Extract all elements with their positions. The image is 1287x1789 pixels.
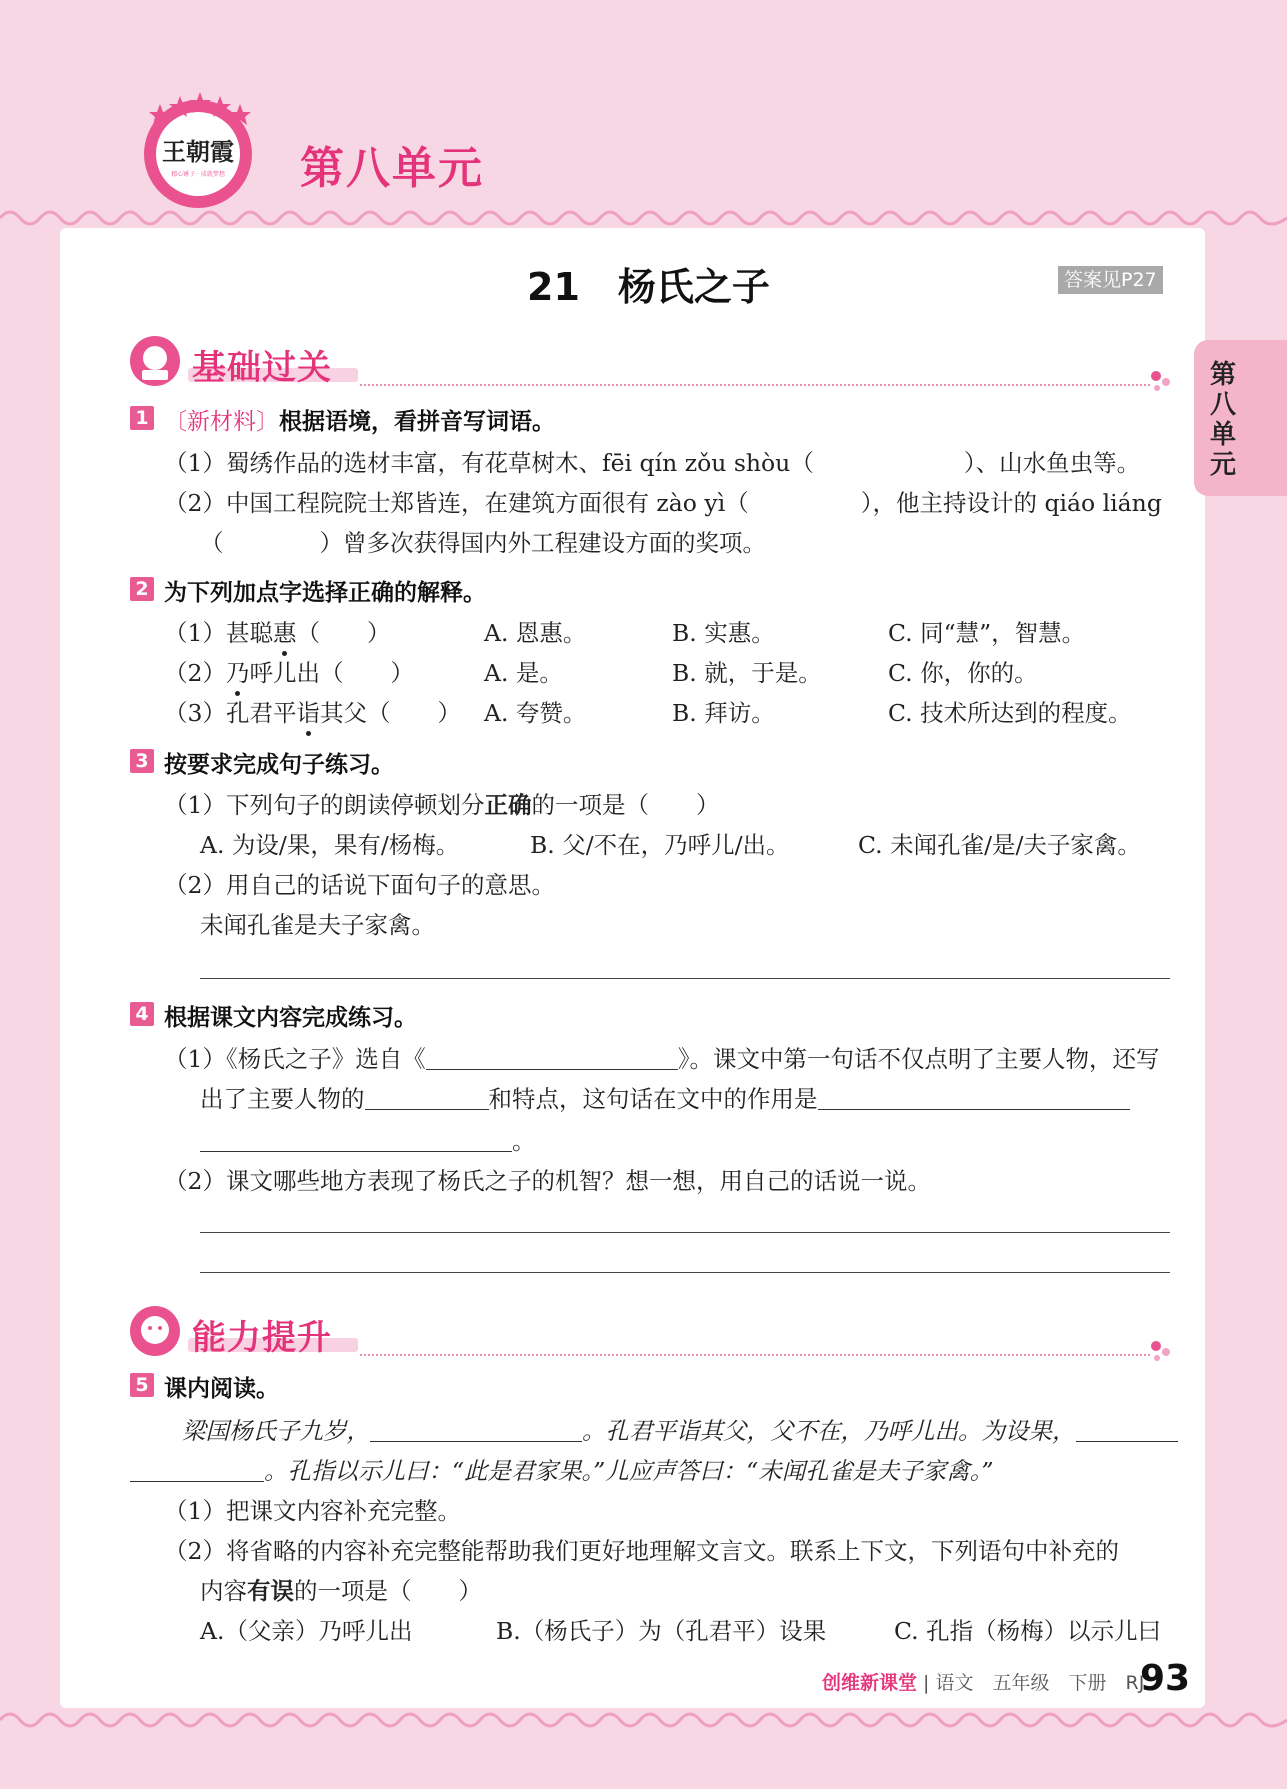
svg-text:精心锤子 · 成就梦想: 精心锤子 · 成就梦想: [171, 171, 225, 178]
q3-sub-2: （2）用自己的话说下面句子的意思。: [164, 871, 555, 899]
blank-line[interactable]: [426, 1047, 678, 1071]
q1-line-1: （1）蜀绣作品的选材丰富，有花草树木、fēi qín zǒu shòu（ ）、山水鱼虫等。: [164, 449, 1141, 477]
blank-line[interactable]: [818, 1087, 1130, 1111]
q2-row-1-option-c: C. 同“慧”，智慧。: [888, 619, 1086, 647]
question-1-heading: 〔新材料〕根据语境，看拼音写词语。: [164, 409, 555, 435]
blank-line[interactable]: [130, 1459, 264, 1483]
q3-option-b: B. 父/不在，乃呼儿/出。: [530, 831, 790, 859]
q5-sub-1: （1）把课文内容补充完整。: [164, 1497, 461, 1525]
answer-line[interactable]: [200, 978, 1170, 979]
q5-passage-line-1: 梁国杨氏子九岁， 。孔君平诣其父，父不在，乃呼儿出。为设果，: [182, 1412, 1178, 1446]
answer-line[interactable]: [200, 1272, 1170, 1273]
question-4-heading: 根据课文内容完成练习。: [164, 1005, 417, 1031]
q4-line-3: 。: [200, 1122, 536, 1156]
q2-row-1-option-b: B. 实惠。: [672, 619, 775, 647]
student-reading-icon: [128, 334, 182, 388]
q3-option-c: C. 未闻孔雀/是/夫子家禽。: [858, 831, 1141, 859]
wangzhaoxia-logo: [138, 92, 258, 212]
q1-line-3: （ ）曾多次获得国内外工程建设方面的奖项。: [200, 529, 766, 557]
q3-sub-1: （1）下列句子的朗读停顿划分正确的一项是（ ）: [164, 791, 720, 819]
side-tab-label: 第八单元: [1210, 360, 1237, 480]
new-material-tag: 〔新材料〕: [164, 409, 279, 435]
q5-sub-2: （2）将省略的内容补充完整能帮助我们更好地理解文言文。联系上下文，下列语句中补充的: [164, 1537, 1119, 1565]
q2-row-2-option-b: B. 就，于是。: [672, 659, 822, 687]
blank-line[interactable]: [1076, 1419, 1178, 1443]
question-number: 1: [130, 406, 154, 430]
q5-option-c: C. 孔指（杨梅）以示儿曰: [894, 1617, 1162, 1645]
q2-row-3-option-c: C. 技术所达到的程度。: [888, 699, 1132, 727]
section-divider: [360, 1354, 1150, 1356]
answer-line[interactable]: [200, 1232, 1170, 1233]
q2-row-2-option-c: C. 你，你的。: [888, 659, 1038, 687]
answer-reference-badge: 答案见P27: [1058, 266, 1163, 294]
decorative-dots: [1148, 368, 1174, 394]
bottom-wave-border: [0, 1700, 1287, 1740]
footer-brand: 创维新课堂: [822, 1672, 918, 1694]
q2-row-2-option-a: A. 是。: [484, 659, 563, 687]
q3-option-a: A. 为设/果，果有/杨梅。: [200, 831, 460, 859]
lesson-title: 21 杨氏之子: [527, 265, 770, 309]
q5-option-b: B.（杨氏子）为（孔君平）设果: [496, 1617, 827, 1645]
blank-line[interactable]: [370, 1419, 582, 1443]
logo-text: 王朝霞: [162, 137, 234, 166]
q5-passage-line-2: 。孔指以示儿曰：“此是君家果。”儿应声答曰：“未闻孔雀是夫子家禽。”: [130, 1452, 994, 1486]
section-divider: [360, 384, 1150, 386]
blank-line[interactable]: [365, 1087, 489, 1111]
page-number: 93: [1140, 1658, 1191, 1699]
blank-line[interactable]: [200, 1129, 512, 1153]
question-number: 3: [130, 749, 154, 773]
question-3-heading: 按要求完成句子练习。: [164, 752, 394, 778]
q2-row-3-option-a: A. 夸赞。: [484, 699, 587, 727]
question-number: 5: [130, 1373, 154, 1397]
decorative-dots: [1148, 1338, 1174, 1364]
section-title-basic: 基础过关: [192, 348, 332, 388]
footer-info: 创维新课堂 | 语文 五年级 下册 RJ: [822, 1672, 1145, 1694]
student-thinking-icon: [128, 1304, 182, 1358]
q3-sentence: 未闻孔雀是夫子家禽。: [200, 911, 435, 939]
question-2-heading: 为下列加点字选择正确的解释。: [164, 580, 486, 606]
q2-row-1-stem: （1）甚聪惠（ ）: [164, 619, 391, 647]
q4-line-2: 出了主要人物的 和特点，这句话在文中的作用是: [200, 1080, 1130, 1114]
q5-option-a: A.（父亲）乃呼儿出: [200, 1617, 413, 1645]
q5-sub-2-cont: 内容有误的一项是（ ）: [200, 1577, 482, 1605]
q4-sub-2: （2）课文哪些地方表现了杨氏之子的机智？想一想，用自己的话说一说。: [164, 1167, 931, 1195]
q2-row-2-stem: （2）乃呼儿出（ ）: [164, 659, 414, 687]
question-number: 4: [130, 1002, 154, 1026]
q2-row-3-stem: （3）孔君平诣其父（ ）: [164, 699, 461, 727]
unit-title: 第八单元: [300, 143, 484, 194]
question-5-heading: 课内阅读。: [164, 1376, 279, 1402]
section-title-advanced: 能力提升: [192, 1318, 332, 1358]
q2-row-3-option-b: B. 拜访。: [672, 699, 775, 727]
q2-row-1-option-a: A. 恩惠。: [484, 619, 587, 647]
question-number: 2: [130, 577, 154, 601]
q1-line-2: （2）中国工程院院士郑皆连，在建筑方面很有 zào yì（ ），他主持设计的 qiáo liáng: [164, 489, 1162, 517]
q4-line-1: （1）《杨氏之子》选自《 》。课文中第一句话不仅点明了主要人物，还写: [164, 1045, 1160, 1073]
side-tab: [1194, 340, 1287, 496]
